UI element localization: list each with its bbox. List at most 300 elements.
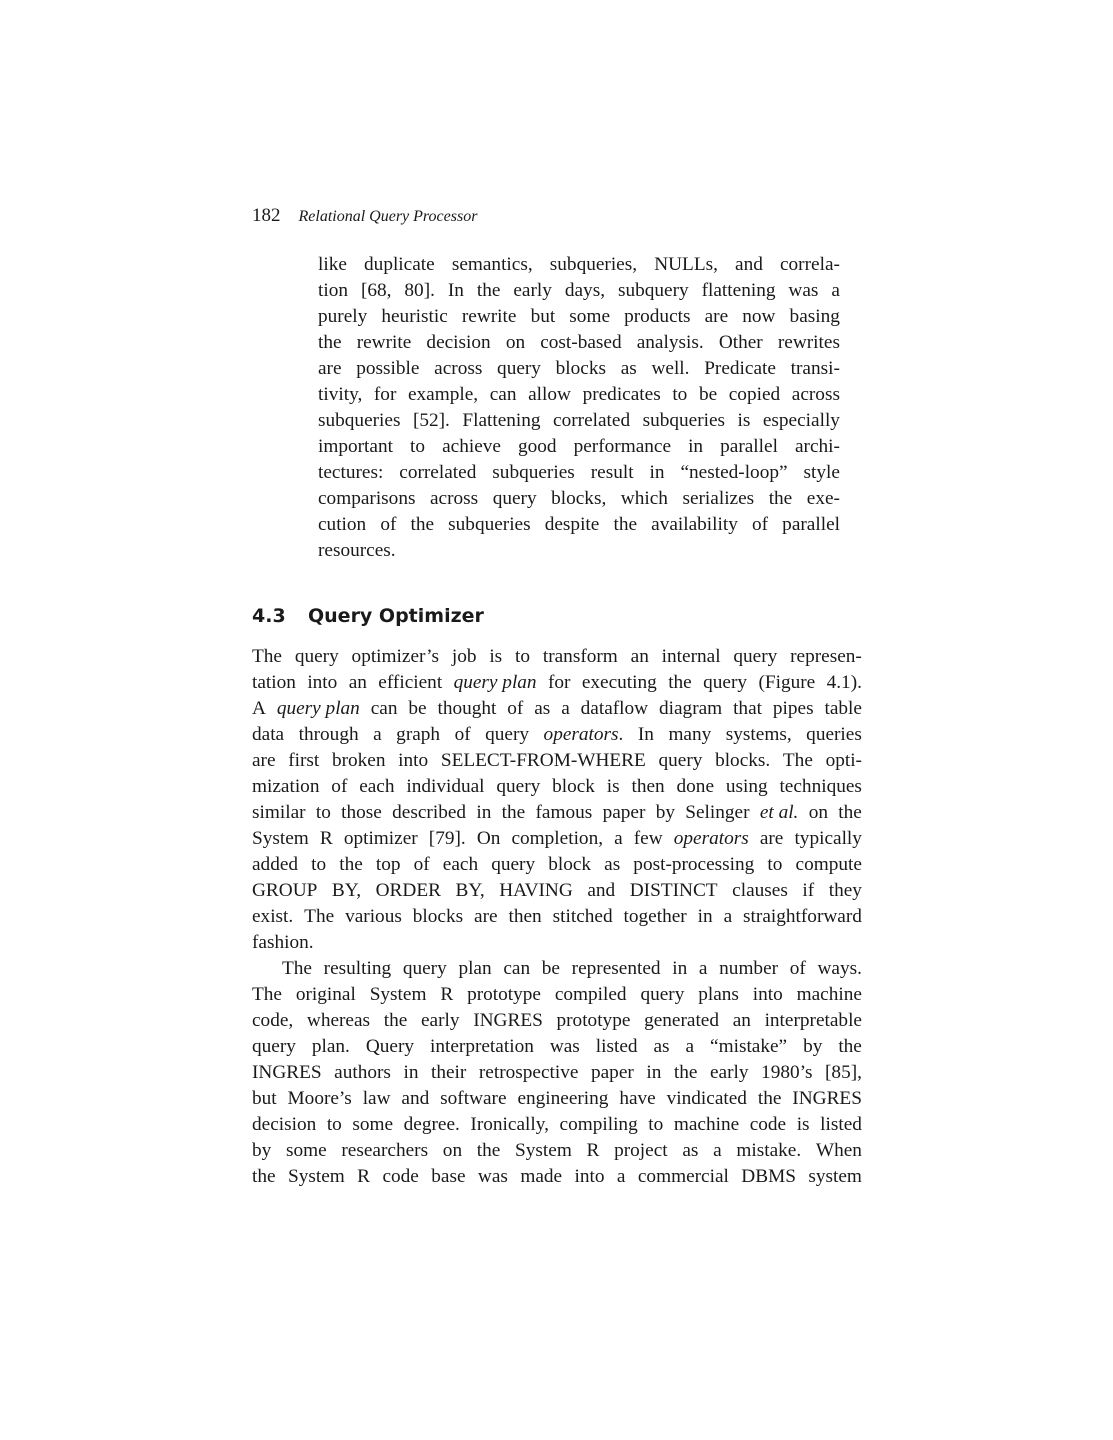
word: authors: [334, 1062, 391, 1083]
word: System: [252, 828, 309, 849]
word: R: [440, 984, 454, 1005]
word: plan: [458, 958, 492, 979]
word: compute: [795, 854, 862, 875]
word: ways.: [817, 958, 862, 979]
text-line: [252, 1164, 862, 1190]
word: R: [586, 1140, 600, 1161]
word: systems,: [725, 724, 792, 745]
word: added: [252, 854, 299, 875]
word: pipes: [772, 698, 814, 719]
word: top: [375, 854, 401, 875]
word: R: [319, 828, 333, 849]
word: tivity,: [318, 384, 363, 405]
word: the: [410, 514, 435, 535]
word: well.: [651, 358, 690, 379]
word: for: [373, 384, 397, 405]
word: analysis.: [636, 332, 704, 353]
text-line: [252, 930, 862, 956]
word: tion: [318, 280, 348, 301]
word: and: [735, 254, 763, 275]
word: serializes: [682, 488, 755, 509]
word: graph: [396, 724, 441, 745]
word: whereas: [306, 1010, 371, 1031]
word: optimizer: [343, 828, 418, 849]
word: code,: [252, 1010, 294, 1031]
word: optimizer’s: [351, 646, 440, 667]
word: represented: [571, 958, 661, 979]
word: a: [698, 958, 708, 979]
word: is: [796, 1114, 810, 1135]
paragraph-query-optimizer-intro: [252, 644, 862, 956]
word: ORDER: [375, 880, 441, 901]
word: made: [520, 1166, 563, 1187]
word: interpretable: [764, 1010, 862, 1031]
word: as: [620, 358, 637, 379]
word: the: [476, 280, 501, 301]
word: blocks.: [715, 750, 771, 771]
word: to: [311, 854, 327, 875]
word: generated: [644, 1010, 720, 1031]
word: they: [828, 880, 862, 901]
word: famous: [535, 802, 593, 823]
word: as: [534, 698, 551, 719]
word: paper: [590, 1062, 634, 1083]
text-line: [252, 748, 862, 774]
section-heading: [252, 601, 484, 631]
word: by: [252, 1140, 272, 1161]
word: important: [318, 436, 393, 457]
word: the: [668, 672, 692, 693]
word: comparisons: [318, 488, 416, 509]
word: et al.: [759, 802, 799, 823]
section-number: 4.3: [252, 605, 286, 627]
word: GROUP: [252, 880, 318, 901]
word: like: [318, 254, 347, 275]
word: a: [616, 1166, 626, 1187]
word: operators: [673, 828, 749, 849]
word: are: [474, 906, 498, 927]
word: query: [252, 1036, 296, 1057]
text-line: [252, 1086, 862, 1112]
word: Predicate: [704, 358, 776, 379]
word: compiling: [559, 1114, 638, 1135]
text-line: [318, 408, 840, 434]
word: thought: [437, 698, 497, 719]
word: data: [252, 724, 285, 745]
word: paper: [602, 802, 646, 823]
word: each: [359, 776, 395, 797]
word: and: [587, 880, 616, 901]
word: products: [624, 306, 691, 327]
word: a: [831, 280, 840, 301]
word: for: [547, 672, 571, 693]
word: to: [326, 1114, 342, 1135]
word: NULLs,: [654, 254, 718, 275]
word: vindicated: [666, 1088, 747, 1109]
text-line: [318, 252, 840, 278]
word: Ironically,: [470, 1114, 549, 1135]
word: A: [252, 698, 266, 719]
word: to: [515, 646, 531, 667]
word: basing: [789, 306, 840, 327]
word: opti-: [825, 750, 862, 771]
word: the: [318, 332, 342, 353]
word: style: [803, 462, 840, 483]
word: first: [288, 750, 320, 771]
word: to: [672, 384, 688, 405]
word: across: [429, 488, 479, 509]
word: INGRES: [473, 1010, 543, 1031]
word: an: [630, 646, 649, 667]
word: When: [815, 1140, 862, 1161]
word: good: [518, 436, 557, 457]
word: into: [752, 984, 783, 1005]
word: was: [549, 1036, 580, 1057]
word: diagram: [659, 698, 723, 719]
word: to: [767, 854, 783, 875]
word: decision: [426, 332, 491, 353]
word: a: [373, 724, 382, 745]
word: Flattening: [462, 410, 541, 431]
word: table: [824, 698, 862, 719]
word: described: [392, 802, 467, 823]
word: query: [658, 750, 703, 771]
word: in: [697, 906, 713, 927]
word: blocks,: [551, 488, 607, 509]
word: but: [530, 306, 556, 327]
text-line: [318, 512, 840, 538]
word: [52].: [412, 410, 450, 431]
word: queries: [806, 724, 862, 745]
word: across: [791, 384, 840, 405]
word: by: [655, 802, 675, 823]
text-line: [318, 278, 840, 304]
word: can: [489, 384, 517, 405]
text-line: [252, 826, 862, 852]
word: the: [501, 802, 526, 823]
text-line: [318, 356, 840, 382]
word: Moore’s: [287, 1088, 352, 1109]
word: as: [653, 1036, 670, 1057]
running-title: Relational Query Processor: [298, 208, 478, 225]
word: project: [614, 1140, 668, 1161]
text-line: [318, 330, 840, 356]
word: into: [398, 750, 429, 771]
word: rewrite: [461, 306, 517, 327]
word: The: [304, 906, 335, 927]
word: represen-: [790, 646, 862, 667]
word: to: [648, 1114, 664, 1135]
word: in: [688, 436, 704, 457]
word: software: [440, 1088, 507, 1109]
word: together: [623, 906, 687, 927]
word: system: [808, 1166, 862, 1187]
word: heuristic: [381, 306, 448, 327]
word: BY,: [331, 880, 362, 901]
word: subqueries: [448, 514, 531, 535]
word: 80].: [404, 280, 435, 301]
word: early: [709, 1062, 749, 1083]
word: across: [434, 358, 483, 379]
word: query plan: [276, 698, 360, 719]
word: Selinger: [685, 802, 750, 823]
word: stitched: [552, 906, 613, 927]
word: [79].: [428, 828, 466, 849]
word: purely: [318, 306, 368, 327]
word: can: [503, 958, 531, 979]
word: broken: [331, 750, 386, 771]
word: performance: [573, 436, 672, 457]
word: parallel: [720, 436, 778, 457]
word: various: [345, 906, 402, 927]
text-line: [252, 670, 862, 696]
page-number: 182: [252, 205, 281, 226]
word: 1980’s: [761, 1062, 813, 1083]
word: The: [282, 958, 312, 979]
word: into: [574, 1166, 605, 1187]
word: job: [451, 646, 477, 667]
word: then: [631, 776, 665, 797]
word: in: [649, 462, 665, 483]
word: mization: [252, 776, 320, 797]
word: resulting: [323, 958, 392, 979]
word: The: [782, 750, 813, 771]
word: of: [413, 854, 430, 875]
word: original: [295, 984, 356, 1005]
word: some: [569, 306, 610, 327]
word: using: [725, 776, 768, 797]
word: transform: [542, 646, 618, 667]
word: researchers: [341, 1140, 429, 1161]
word: have: [619, 1088, 656, 1109]
word: a: [685, 1036, 695, 1057]
word: subqueries,: [549, 254, 638, 275]
word: plans: [698, 984, 739, 1005]
text-line: [318, 486, 840, 512]
text-line: [252, 722, 862, 748]
word: despite: [544, 514, 600, 535]
word: in: [403, 1062, 419, 1083]
word: was: [788, 280, 819, 301]
word: of: [507, 698, 524, 719]
word: prototype: [556, 1010, 631, 1031]
word: blocks: [412, 906, 464, 927]
word: cost-based: [540, 332, 622, 353]
word: query: [733, 646, 778, 667]
word: and: [401, 1088, 430, 1109]
word: early: [513, 280, 552, 301]
word: availability: [651, 514, 738, 535]
word: fashion.: [252, 932, 314, 953]
word: into: [307, 672, 338, 693]
word: done: [676, 776, 714, 797]
word: The: [252, 984, 282, 1005]
word: code: [749, 1114, 787, 1135]
word: copied: [728, 384, 781, 405]
word: is: [737, 410, 751, 431]
word: commercial: [637, 1166, 729, 1187]
word: a: [713, 1140, 722, 1161]
word: plan.: [311, 1036, 350, 1057]
word: semantics,: [451, 254, 533, 275]
word: is: [606, 776, 620, 797]
word: of: [752, 514, 769, 535]
word: query: [485, 724, 530, 745]
word: System: [369, 984, 427, 1005]
text-line: [252, 774, 862, 800]
word: some: [285, 1140, 327, 1161]
word: query: [703, 672, 748, 693]
word: days,: [564, 280, 606, 301]
word: query: [496, 776, 541, 797]
word: the: [838, 802, 862, 823]
word: the: [768, 488, 793, 509]
word: especially: [762, 410, 840, 431]
word: similar: [252, 802, 306, 823]
text-line: [252, 1112, 862, 1138]
word: to: [315, 802, 331, 823]
word: typically: [794, 828, 862, 849]
word: R: [357, 1166, 371, 1187]
word: prototype: [467, 984, 541, 1005]
word: if: [802, 880, 815, 901]
word: some: [352, 1114, 394, 1135]
word: completion,: [511, 828, 604, 849]
word: on: [505, 332, 526, 353]
word: their: [431, 1062, 467, 1083]
word: System: [515, 1140, 572, 1161]
word: transi-: [790, 358, 840, 379]
section-title: Query Optimizer: [308, 605, 484, 627]
word: executing: [581, 672, 657, 693]
word: result: [590, 462, 634, 483]
word: rewrites: [777, 332, 840, 353]
word: can: [370, 698, 398, 719]
word: The: [252, 646, 282, 667]
word: In: [637, 724, 654, 745]
word: the: [673, 1062, 698, 1083]
word: archi-: [794, 436, 840, 457]
word: Other: [718, 332, 763, 353]
word: interpretation: [429, 1036, 534, 1057]
word: are: [759, 828, 784, 849]
text-line: [252, 1138, 862, 1164]
word: straightforward: [743, 906, 862, 927]
word: was: [477, 1166, 508, 1187]
word: now: [742, 306, 776, 327]
word: query: [640, 984, 685, 1005]
word: of: [331, 776, 348, 797]
word: [85],: [825, 1062, 862, 1083]
word: but: [252, 1088, 277, 1109]
word: then: [508, 906, 542, 927]
word: achieve: [442, 436, 501, 457]
text-line: [252, 956, 862, 982]
word: predicates: [582, 384, 661, 405]
word: BY,: [455, 880, 485, 901]
word: internal: [661, 646, 721, 667]
word: clauses: [732, 880, 788, 901]
word: of: [789, 958, 806, 979]
word: parallel: [782, 514, 840, 535]
word: INGRES: [252, 1062, 322, 1083]
word: be: [541, 958, 560, 979]
word: query plan: [453, 672, 537, 693]
word: those: [341, 802, 382, 823]
text-line: [252, 644, 862, 670]
word: of: [454, 724, 471, 745]
word: as: [682, 1140, 699, 1161]
text-line: [318, 304, 840, 330]
word: are: [704, 306, 729, 327]
text-line: [252, 1034, 862, 1060]
word: resources.: [318, 540, 396, 561]
word: tectures:: [318, 462, 384, 483]
word: efficient: [378, 672, 443, 693]
word: on: [442, 1140, 463, 1161]
word: (Figure: [758, 672, 816, 693]
word: an: [732, 1010, 751, 1031]
text-line: [318, 382, 840, 408]
word: flattening: [701, 280, 776, 301]
word: blocks: [555, 358, 606, 379]
continued-indented-paragraph: [318, 252, 840, 564]
word: HAVING: [499, 880, 573, 901]
word: operators.: [543, 724, 624, 745]
paragraph-query-plan-representation: [252, 956, 862, 1190]
text-line: [252, 878, 862, 904]
word: the: [383, 1010, 408, 1031]
word: in: [476, 802, 492, 823]
word: a: [723, 906, 733, 927]
word: by: [803, 1036, 823, 1057]
text-line: [252, 904, 862, 930]
word: cution: [318, 514, 367, 535]
word: in: [646, 1062, 662, 1083]
word: [68,: [360, 280, 392, 301]
text-line: [318, 434, 840, 460]
word: possible: [356, 358, 420, 379]
word: each: [442, 854, 479, 875]
word: subquery: [617, 280, 689, 301]
word: machine: [796, 984, 862, 1005]
word: an: [348, 672, 367, 693]
text-line: [252, 800, 862, 826]
word: on: [808, 802, 828, 823]
word: allow: [528, 384, 571, 405]
word: query: [294, 646, 339, 667]
word: subqueries: [318, 410, 401, 431]
word: query: [492, 488, 537, 509]
word: that: [733, 698, 762, 719]
word: in: [672, 958, 688, 979]
word: are: [318, 358, 342, 379]
word: 4.1).: [826, 672, 862, 693]
word: many: [668, 724, 712, 745]
word: retrospective: [478, 1062, 579, 1083]
word: On: [476, 828, 501, 849]
word: query: [491, 854, 536, 875]
word: DBMS: [741, 1166, 796, 1187]
word: base: [431, 1166, 466, 1187]
text-line: [252, 982, 862, 1008]
text-line: [252, 1060, 862, 1086]
word: post-processing: [633, 854, 755, 875]
running-header: [252, 205, 477, 231]
word: the: [476, 1140, 501, 1161]
word: the: [757, 1088, 782, 1109]
word: a: [561, 698, 570, 719]
